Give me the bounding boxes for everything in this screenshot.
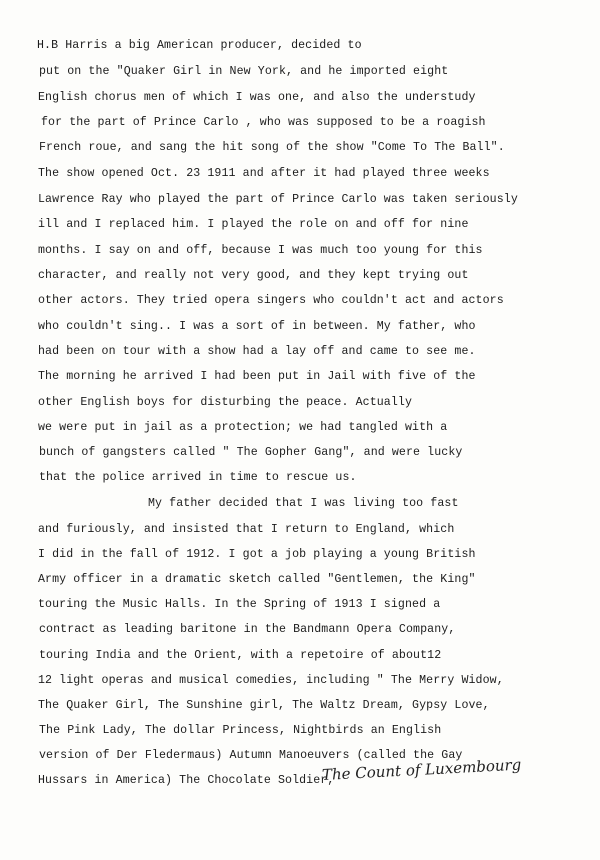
text-line: character, and really not very good, and they kept trying out — [38, 269, 469, 282]
text-line: other actors. They tried opera singers who couldn't act and actors — [38, 294, 504, 307]
text-line: ill and I replaced him. I played the role on and off for nine — [38, 218, 469, 231]
text-line: version of Der Fledermaus) Autumn Manoeuvers (called the Gay — [39, 749, 463, 762]
text-line: months. I say on and off, because I was much too young for this — [38, 244, 483, 257]
text-line: had been on tour with a show had a lay off and came to see me. — [38, 345, 476, 358]
text-line: who couldn't sing.. I was a sort of in between. My father, who — [38, 320, 476, 333]
text-line: I did in the fall of 1912. I got a job playing a young British — [38, 548, 476, 561]
text-line: French roue, and sang the hit song of the show "Come To The Ball". — [39, 141, 505, 154]
text-line: bunch of gangsters called " The Gopher Gang", and were lucky — [39, 446, 463, 459]
text-line: touring India and the Orient, with a repetoire of about12 — [39, 649, 442, 662]
text-line: put on the "Quaker Girl in New York, and he imported eight — [39, 65, 449, 78]
text-line: for the part of Prince Carlo , who was supposed to be a roagish — [41, 116, 486, 129]
text-line: My father decided that I was living too fast — [148, 497, 459, 510]
text-line: The show opened Oct. 23 1911 and after it had played three weeks — [38, 167, 490, 180]
text-line: H.B Harris a big American producer, decided to — [37, 39, 362, 52]
text-line: contract as leading baritone in the Bandmann Opera Company, — [39, 623, 456, 636]
text-line: we were put in jail as a protection; we had tangled with a — [38, 421, 448, 434]
text-line: touring the Music Halls. In the Spring of 1913 I signed a — [38, 598, 441, 611]
text-line: Lawrence Ray who played the part of Prince Carlo was taken seriously — [38, 193, 518, 206]
text-line: Hussars in America) The Chocolate Soldier, — [38, 774, 335, 787]
text-line: Army officer in a dramatic sketch called "Gentlemen, the King" — [38, 573, 476, 586]
text-line: English chorus men of which I was one, and also the understudy — [38, 91, 476, 104]
text-line: The Pink Lady, The dollar Princess, Nightbirds an English — [39, 724, 442, 737]
text-line: The morning he arrived I had been put in Jail with five of the — [38, 370, 476, 383]
text-line: The Quaker Girl, The Sunshine girl, The Waltz Dream, Gypsy Love, — [38, 699, 490, 712]
handwritten-note: The Count of Luxembourg — [321, 755, 522, 784]
text-line: and furiously, and insisted that I return to England, which — [38, 523, 455, 536]
text-line: that the police arrived in time to rescue us. — [39, 471, 357, 484]
text-line: other English boys for disturbing the peace. Actually — [38, 396, 413, 409]
text-line: 12 light operas and musical comedies, including " The Merry Widow, — [38, 674, 504, 687]
